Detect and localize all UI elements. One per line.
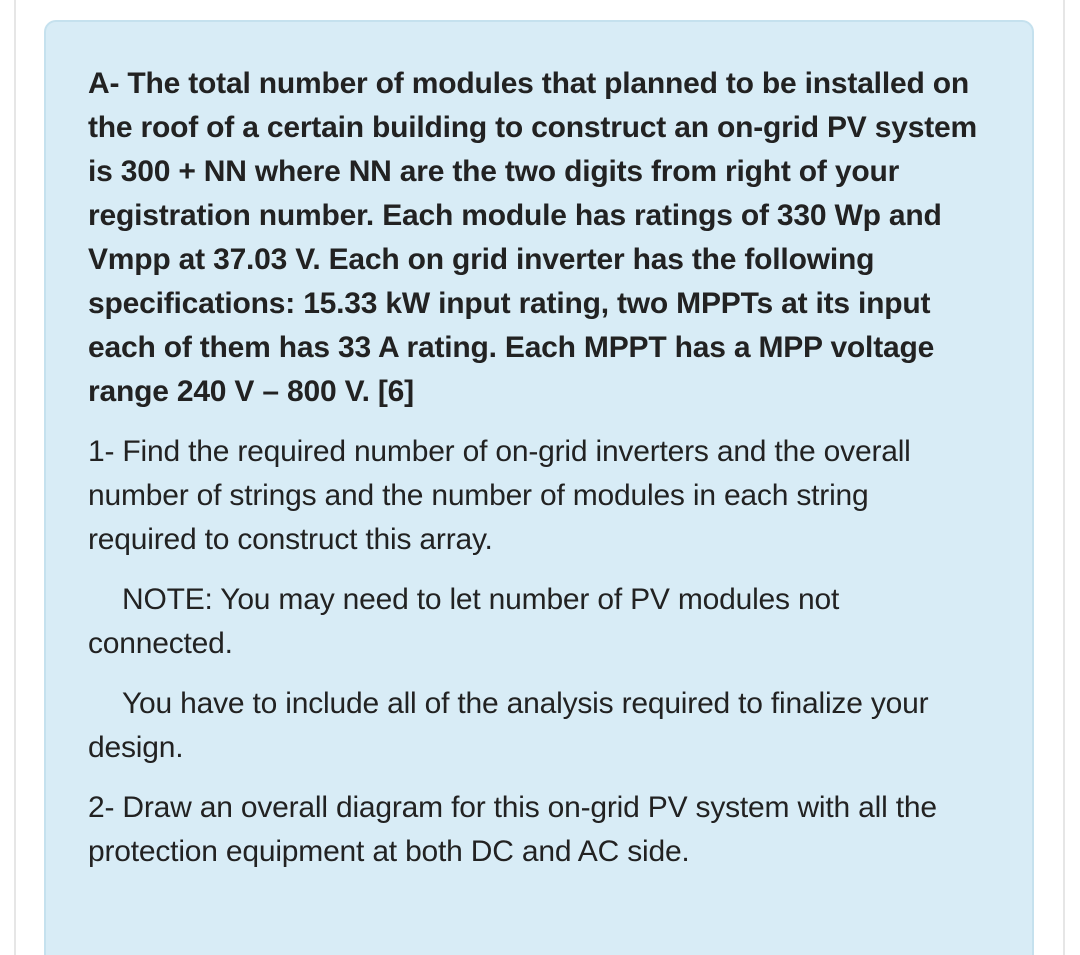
- page-edge-right: [1063, 0, 1065, 955]
- question-card: [44, 20, 1034, 955]
- question-item-2: 2- Draw an overall diagram for this on-grid PV system with all the protection equipment at both DC and AC side.: [88, 791, 937, 868]
- question-item-1: 1- Find the required number of on-grid inverters and the overall number of strings and the number of modules in each string required to construct this array.: [88, 435, 911, 556]
- question-note-1: NOTE: You may need to let number of PV modules not connected.: [88, 583, 840, 660]
- question-part-a: A- The total number of modules that planned to be installed on the roof of a certain building to construct an on-grid PV system is 300 + NN where NN are the two digits from right of your registration number. Each module has ratings of 330 Wp and Vmpp at 37.03 V. Each on grid inverter has the following specifications: 15.33 kW input rating, two MPPTs at its input each of them has 33 A rating. Each MPPT has a MPP voltage range 240 V – 800 V. [6]: [88, 67, 977, 408]
- question-note-2: You have to include all of the analysis required to finalize your design.: [88, 687, 929, 764]
- question-content: [88, 62, 978, 874]
- page-edge-left: [14, 0, 16, 955]
